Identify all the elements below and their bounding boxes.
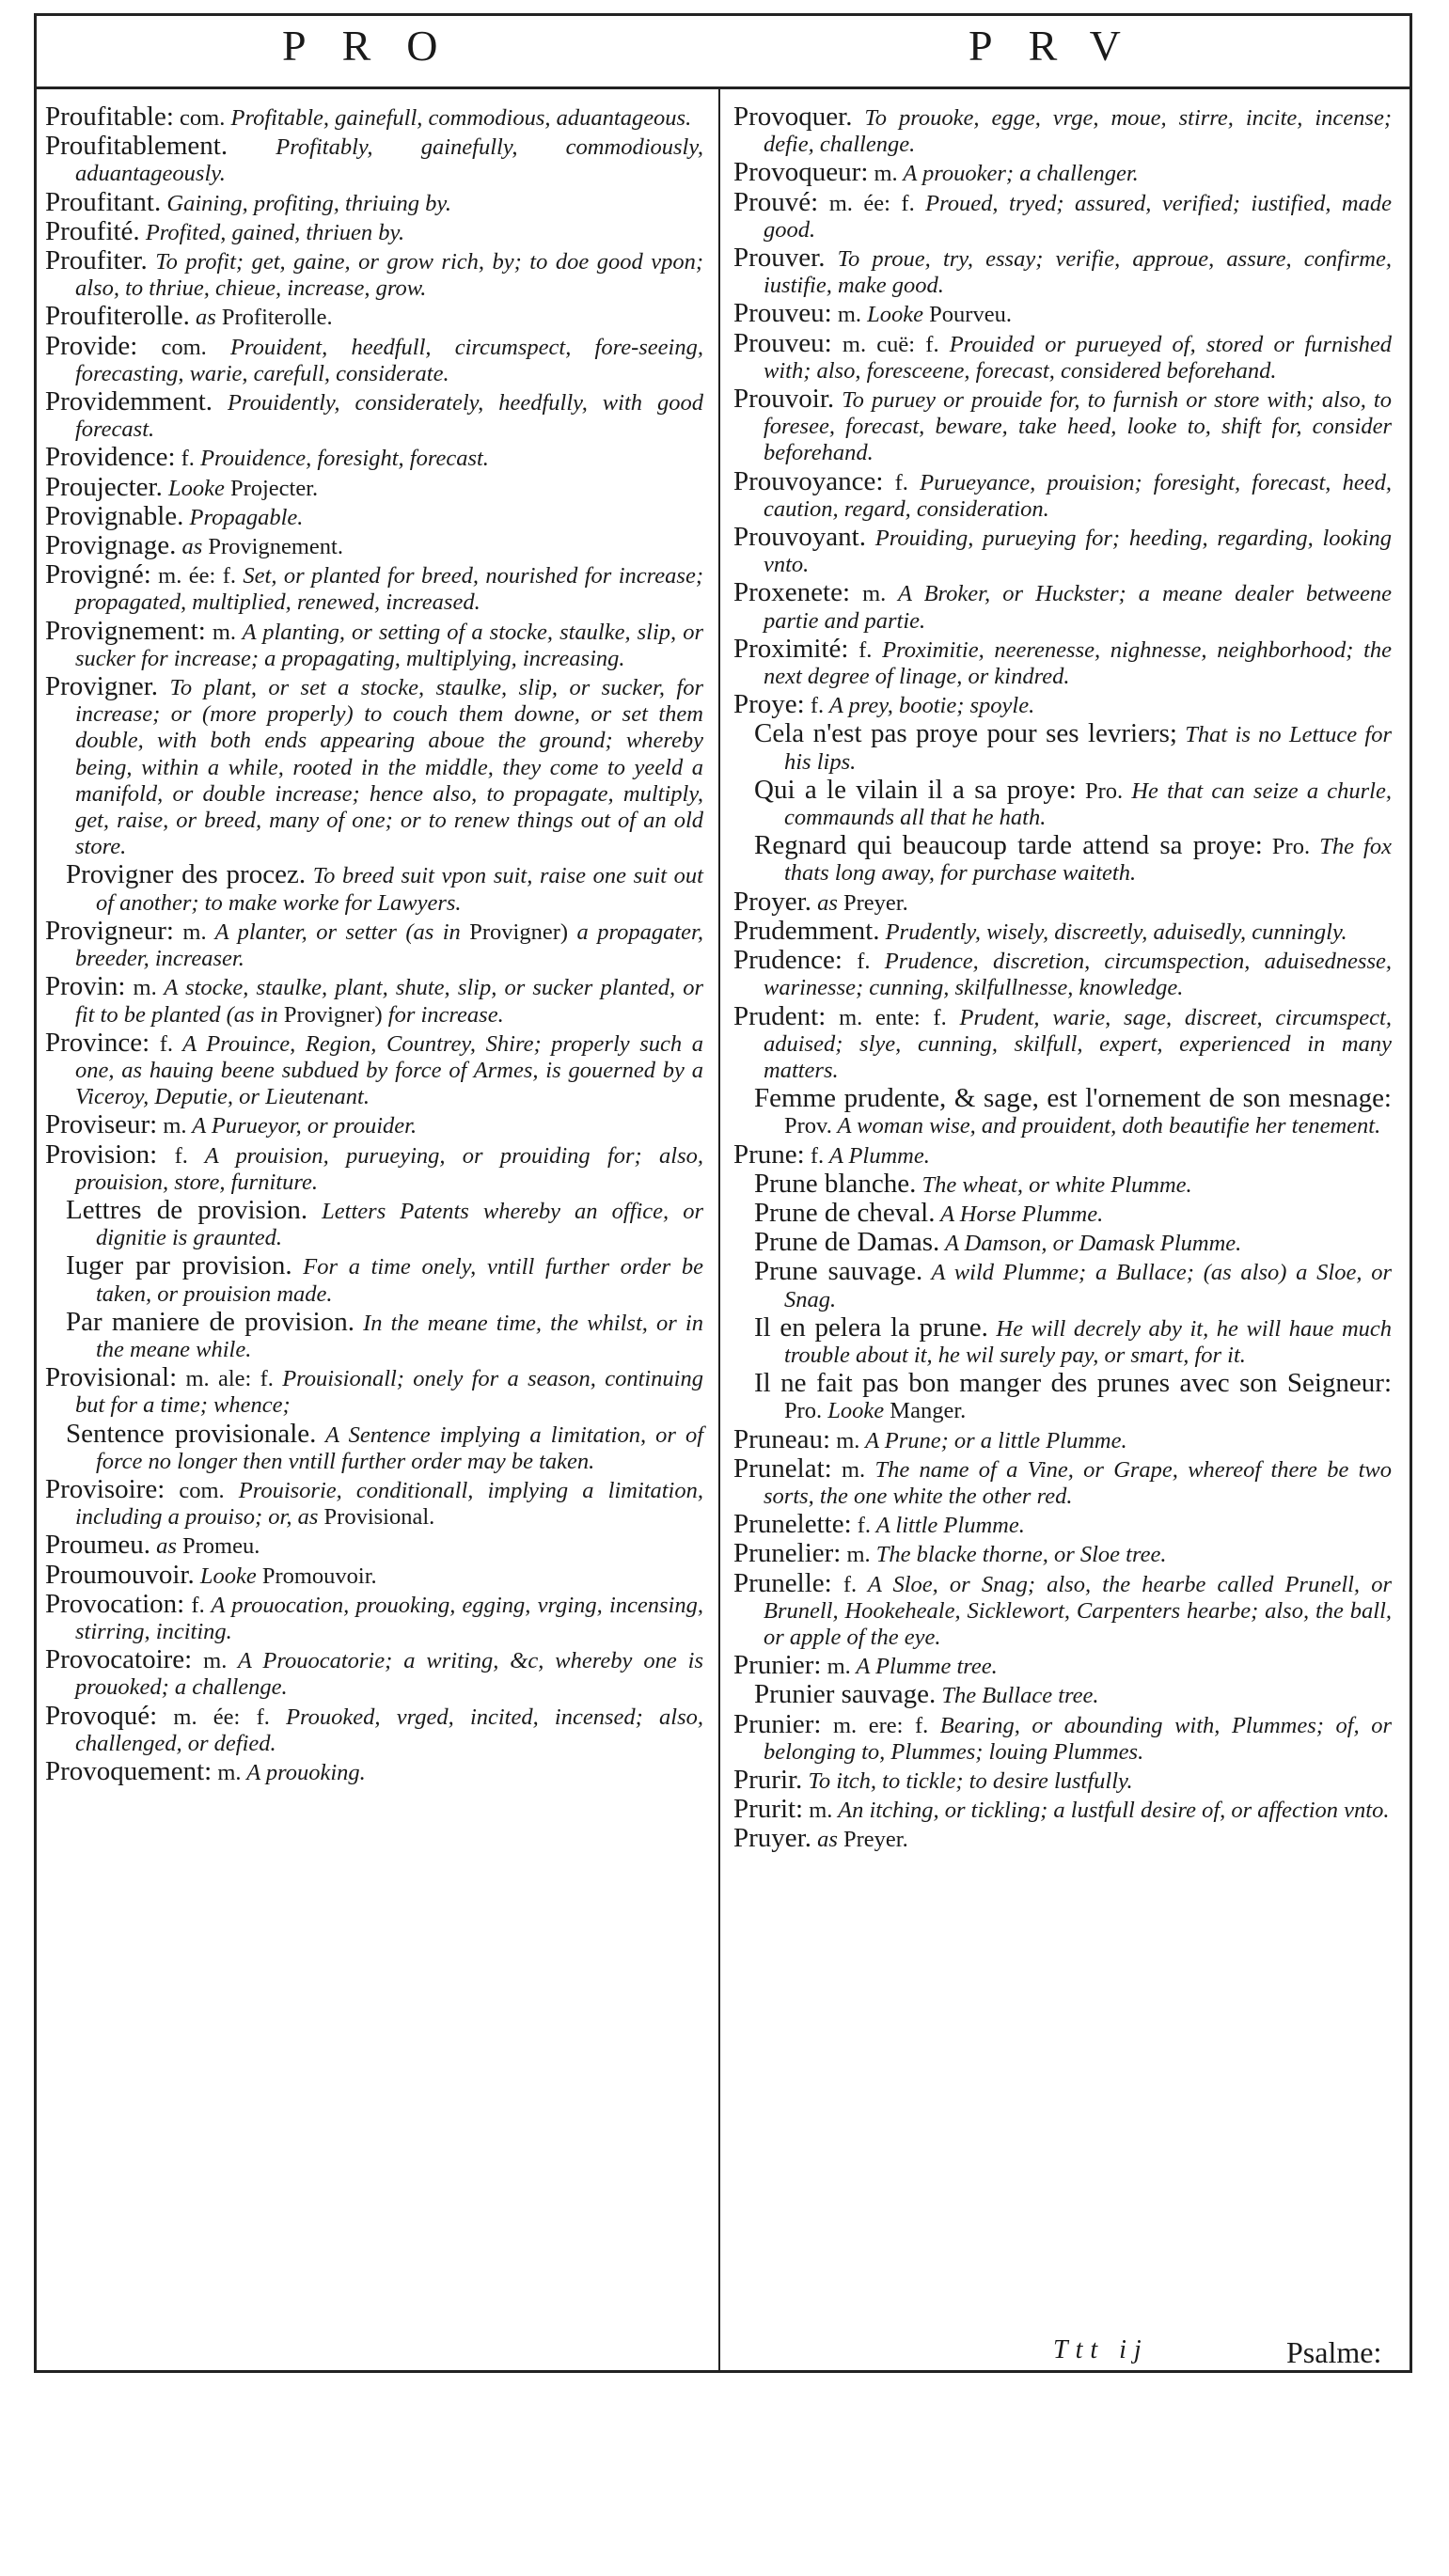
cross-reference: Provigner) (277, 1001, 383, 1028)
headword: Pruneau: (733, 1423, 831, 1454)
headword: Provignable. (45, 500, 184, 531)
headword: Proufitant. (45, 186, 162, 217)
dictionary-entry (733, 327, 1393, 385)
definition: To plant, or set a stocke, staulke, slip, or sucker, for increase; or (more properly) to couch them downe, or set them double, with both ends appearing aboue the ground; whereby being, within a while, rooted in the middle, they come to yeeld a manifold, or double increase; hence also, to propagate, multiply, get, raise, or breed, many of one; or to renew things out of an old store. (75, 675, 703, 860)
dictionary-entry (45, 1418, 704, 1475)
headword: Prune blanche. (754, 1168, 917, 1199)
headword: Prudemment. (733, 915, 880, 946)
headword: Prunelette: (733, 1509, 852, 1540)
definition-continued: for increase. (382, 1001, 504, 1028)
definition: Prouidently, considerately, heedfully, with good forecast. (75, 390, 703, 443)
cross-reference: Promouvoir. (256, 1563, 377, 1589)
dictionary-entry (45, 561, 703, 616)
dictionary-entry (733, 1796, 1392, 1824)
grammar-note: m. (803, 1798, 833, 1824)
grammar-note: m. (212, 1759, 242, 1785)
running-head-right: PRV (969, 22, 1157, 70)
headword: Il en pelera la prune. (754, 1312, 988, 1343)
dictionary-entry (733, 300, 1392, 328)
definition: Propagable. (183, 504, 304, 530)
cross-reference: Manger. (884, 1398, 967, 1424)
dictionary-entry (733, 1141, 1392, 1170)
definition: Looke (162, 475, 225, 501)
headword: Proumeu. (45, 1530, 150, 1561)
headword: Prurit: (733, 1794, 804, 1825)
definition: He that can seize a churle, commaunds all that he hath. (784, 778, 1392, 831)
grammar-note: m. (841, 1542, 871, 1568)
definition: A wild Plumme; a Bullace; (as also) a Sloe, or Snag. (784, 1260, 1393, 1312)
headword: Providemment. (45, 386, 213, 417)
grammar-note: m. ente: f. (826, 1004, 947, 1030)
headword: Provisional: (45, 1362, 178, 1393)
definition: Prudently, wisely, discreetly, aduisedly, cunningly. (879, 919, 1347, 945)
definition: A Plumme. (824, 1142, 930, 1169)
dictionary-entry (45, 861, 703, 916)
headword: Prudence: (733, 945, 843, 976)
headword: Proyer. (733, 886, 811, 917)
grammar-note: m. ale: f. (177, 1366, 274, 1392)
grammar-note: m. (205, 619, 237, 645)
headword: Par maniere de provision. (66, 1306, 354, 1337)
dictionary-entry (733, 633, 1392, 690)
definition: To breed suit vpon suit, raise one suit out of another; to make worke for Lawyers. (96, 863, 703, 916)
definition: To prouoke, egge, vrge, moue, stirre, incite, incense; defie, challenge. (764, 105, 1392, 158)
dictionary-entry (733, 1197, 1392, 1228)
grammar-note: f. (804, 1142, 825, 1169)
grammar-note: m. (831, 302, 862, 328)
headword: Prune de cheval. (754, 1197, 936, 1228)
definition: as (150, 1533, 177, 1560)
dictionary-entry (45, 500, 703, 531)
right-column (733, 103, 1392, 1855)
dictionary-entry (45, 915, 703, 972)
headword: Qui a le vilain il a sa proye: (754, 774, 1077, 805)
headword: Provoquement: (45, 1755, 213, 1786)
grammar-note: m. (850, 581, 887, 607)
headword: Prunier: (733, 1650, 822, 1681)
definition: Prouoked, vrged, incited, incensed; also, challenged, or defied. (75, 1704, 703, 1756)
headword: Prunelat: (733, 1453, 832, 1484)
dictionary-entry (45, 330, 703, 387)
dictionary-entry (733, 774, 1392, 831)
headword: Proviseur: (45, 1109, 158, 1140)
headword: Provin: (45, 971, 126, 1002)
dictionary-entry (45, 673, 703, 860)
definition: Prouidence, foresight, forecast. (194, 446, 489, 472)
dictionary-entry (45, 444, 703, 472)
dictionary-entry (45, 186, 703, 217)
dictionary-entry (733, 1085, 1392, 1139)
headword: Iuger par provision. (66, 1250, 292, 1281)
dictionary-entry (45, 215, 703, 246)
cross-reference: Preyer. (837, 889, 908, 916)
definition: The blacke thorne, or Sloe tree. (870, 1542, 1167, 1568)
dictionary-entry (45, 1588, 703, 1645)
dictionary-entry (733, 915, 1392, 946)
definition: The wheat, or white Plumme. (916, 1171, 1192, 1198)
cross-reference: Projecter. (224, 475, 319, 501)
definition: as (176, 534, 203, 560)
grammar-note: com. (165, 1477, 225, 1503)
headword: Provoqué: (45, 1700, 158, 1731)
headword: Prouvoyant. (733, 522, 866, 553)
cross-reference: Provisional. (318, 1504, 435, 1531)
definition: A Prune; or a little Plumme. (859, 1427, 1127, 1453)
headword: Prune sauvage. (754, 1256, 923, 1287)
headword: Proufitable: (45, 102, 174, 132)
definition: as (811, 1827, 838, 1853)
headword: Provigner. (45, 671, 159, 702)
headword: Provide: (45, 330, 138, 361)
dictionary-entry (733, 1825, 1392, 1853)
definition: Proued, tryed; assured, verified; iustified, made good. (764, 190, 1393, 243)
headword: Sentence provisionale. (66, 1418, 317, 1449)
dictionary-entry (45, 1700, 703, 1757)
dictionary-entry (733, 720, 1392, 775)
cross-reference: Provignement. (202, 534, 343, 560)
grammar-note: m. (125, 975, 157, 1001)
dictionary-entry (733, 888, 1392, 917)
dictionary-entry (45, 1646, 703, 1701)
dictionary-entry (45, 1141, 703, 1196)
headword: Proufiter. (45, 245, 148, 276)
definition: For a time onely, vntill further order be taken, or prouision made. (96, 1254, 703, 1307)
definition: Letters Patents whereby an office, or dignitie is graunted. (96, 1198, 703, 1251)
dictionary-entry (733, 1370, 1392, 1424)
headword: Proufiterolle. (45, 301, 190, 332)
dictionary-entry (733, 1455, 1392, 1510)
dictionary-entry (733, 1681, 1392, 1709)
header-rule (34, 86, 1412, 89)
grammar-note: f. (150, 1030, 174, 1057)
definition: In the meane time, the whilst, or in the meane while. (96, 1310, 703, 1362)
grammar-note: f. (804, 693, 825, 719)
dictionary-entry (733, 579, 1392, 634)
headword: Proumouvoir. (45, 1559, 195, 1590)
grammar-note: com. (137, 334, 207, 360)
signature-mark: Ttt ij (1053, 2335, 1149, 2364)
dictionary-entry (733, 103, 1392, 158)
headword: Provoquer. (733, 102, 853, 132)
dictionary-entry (45, 615, 704, 672)
definition: To profit; get, gaine, or grow rich, by; to doe good vpon; also, to thriue, chieue, increase, grow. (75, 249, 703, 302)
definition: A Sentence implying a limitation, or of force no longer then vntill further order may be taken. (96, 1422, 704, 1474)
grammar-note: m. (821, 1654, 851, 1680)
headword: Prunier sauvage. (754, 1679, 937, 1710)
definition: Looke (822, 1398, 885, 1424)
headword: Proxenete: (733, 577, 851, 608)
catchword: Psalme: (1286, 2335, 1382, 2369)
headword: Femme prudente, & sage, est l'ornement de son mesnage: (754, 1083, 1392, 1114)
grammar-note: m. ée: f. (157, 1704, 270, 1730)
headword: Prouveu: (733, 298, 832, 329)
headword: Regnard qui beaucoup tarde attend sa proye: (754, 830, 1263, 861)
headword: Prune: (733, 1139, 805, 1170)
headword: Prouvoyance: (733, 465, 884, 496)
definition: Set, or planted for breed, nourished for increase; propagated, multiplied, renewed, increased. (75, 563, 703, 616)
headword: Cela n'est pas proye pour ses levriers; (754, 718, 1177, 749)
grammar-note: f. (883, 469, 908, 495)
cross-reference: Promeu. (176, 1533, 260, 1560)
definition: That is no Lettuce for his lips. (784, 722, 1392, 775)
definition: A prouocation, prouoking, egging, vrging, incensing, stirring, inciting. (75, 1592, 703, 1644)
headword: Lettres de provision. (66, 1194, 308, 1225)
headword: Proufité. (45, 215, 140, 246)
dictionary-entry (733, 465, 1392, 523)
grammar-note: f. (848, 636, 873, 663)
running-head-left: PRO (282, 22, 474, 70)
dictionary-entry (733, 1170, 1392, 1199)
grammar-note: m. ere: f. (821, 1712, 929, 1738)
dictionary-entry (733, 186, 1393, 243)
definition: as (811, 889, 838, 916)
grammar-note: m. (173, 919, 207, 945)
dictionary-entry (45, 388, 703, 443)
definition: To itch, to tickle; to desire lustfully. (802, 1767, 1133, 1794)
headword: Prouveu: (733, 327, 832, 358)
definition-continued: a propagater, breeder, increaser. (75, 919, 703, 972)
definition: A planting, or setting of a stocke, staulke, slip, or sucker for increase; a propagating, multiplying, increasing. (75, 619, 704, 671)
grammar-note: m. cuë: f. (831, 331, 939, 357)
dictionary-entry (733, 1423, 1392, 1454)
headword: Provigner des procez. (66, 859, 307, 890)
dictionary-entry (733, 1764, 1392, 1795)
dictionary-entry (45, 303, 703, 331)
dictionary-entry (45, 1531, 703, 1560)
dictionary-entry (45, 973, 703, 1028)
dictionary-entry (45, 103, 703, 132)
grammar-note: m. (868, 161, 898, 187)
headword: Proye: (733, 689, 805, 720)
definition: Prudence, discretion, circumspection, aduisednesse, warinesse; cunning, skilfullnesse, knowledge. (764, 949, 1392, 1001)
grammar-note: com. (173, 105, 226, 131)
definition: A prey, bootie; spoyle. (824, 693, 1035, 719)
cross-reference: Pourveu. (923, 302, 1012, 328)
headword: Provoqueur: (733, 157, 869, 188)
grammar-note: m. (831, 1456, 866, 1483)
headword: Proujecter. (45, 471, 163, 502)
dictionary-entry (733, 1229, 1392, 1257)
dictionary-entry (733, 1652, 1392, 1680)
dictionary-entry (733, 832, 1392, 887)
definition: Gaining, profiting, thriuing by. (161, 190, 452, 216)
dictionary-entry (45, 471, 703, 502)
dictionary-entry (733, 385, 1392, 467)
headword: Provignement: (45, 615, 206, 646)
dictionary-entry (45, 1252, 703, 1307)
definition: A Horse Plumme. (935, 1201, 1104, 1227)
definition: An itching, or tickling; a lustfull desire of, or affection vnto. (832, 1798, 1390, 1824)
dictionary-entry (733, 1567, 1392, 1652)
definition: Proximitie, neerenesse, nighnesse, neighborhood; the next degree of linage, or kindred. (764, 636, 1392, 690)
grammar-note: m. (830, 1427, 860, 1453)
definition: A Damson, or Damask Plumme. (939, 1231, 1242, 1257)
dictionary-entry (45, 532, 703, 560)
definition: Prouisionall; onely for a season, continuing but for a time; whence; (75, 1366, 703, 1419)
cross-reference: Preyer. (837, 1827, 908, 1853)
dictionary-entry (733, 1708, 1393, 1766)
grammar-note: Pro. (1076, 778, 1124, 804)
grammar-note: f. (851, 1513, 872, 1539)
definition: Profitably, gainefully, commodiously, aduantageously. (75, 134, 703, 187)
headword: Prunier: (733, 1708, 822, 1739)
definition: A prouoker; a challenger. (897, 161, 1139, 187)
grammar-note: f. (831, 1571, 858, 1597)
headword: Prouvé: (733, 186, 819, 217)
definition: Prouiding, purueying for; heeding, regarding, looking vnto. (764, 526, 1392, 578)
grammar-note: f. (184, 1592, 205, 1618)
headword: Pruyer. (733, 1823, 811, 1854)
headword: Proufitablement. (45, 131, 228, 162)
headword: Prouver. (733, 243, 826, 274)
definition: A Purueyor, or prouider. (186, 1113, 417, 1139)
definition: To proue, try, essay; verifie, approue, assure, confirme, iustifie, make good. (764, 246, 1392, 299)
headword: Provision: (45, 1139, 158, 1170)
dictionary-entry (45, 247, 703, 302)
cross-reference: Profiterolle. (215, 305, 333, 331)
definition: A little Plumme. (871, 1513, 1025, 1539)
headword: Provigné: (45, 559, 151, 590)
definition: The Bullace tree. (936, 1683, 1099, 1709)
dictionary-entry (733, 244, 1392, 299)
definition: He will decrely aby it, he will haue much trouble about it, he wil surely pay, or smart, for it. (784, 1315, 1393, 1368)
cross-reference: Provigner) (460, 919, 569, 945)
grammar-note: f. (842, 949, 871, 975)
definition: A planter, or setter (as in (206, 919, 461, 945)
grammar-note: m. ée: f. (818, 190, 915, 216)
definition: Profited, gained, thriuen by. (139, 219, 405, 245)
dictionary-entry (733, 159, 1392, 187)
dictionary-entry (733, 1000, 1392, 1085)
definition: A Sloe, or Snag; also, the hearbe called Prunell, or Brunell, Hookeheale, Sicklewort, Carpenters hearbe; also, the ball, or apple of the eye. (764, 1571, 1392, 1650)
dictionary-entry (733, 1314, 1392, 1369)
definition: Looke (194, 1563, 257, 1589)
headword: Provigneur: (45, 915, 174, 946)
dictionary-entry (45, 1306, 703, 1363)
definition: Looke (861, 302, 924, 328)
grammar-note: m. ée: f. (150, 563, 237, 589)
headword: Prurir. (733, 1764, 803, 1795)
dictionary-entry (733, 1258, 1392, 1312)
definition: A stocke, staulke, plant, shute, slip, or sucker planted, or fit to be planted (as in (75, 975, 704, 1028)
definition: A woman wise, and prouident, doth beautifie her tenement. (831, 1113, 1381, 1139)
definition: A prouision, purueying, or prouiding for; also, prouision, store, furniture. (75, 1142, 703, 1195)
definition: Prouided or purueyed of, stored or furnished with; also, foresceene, forecast, considered beforehand. (764, 331, 1393, 384)
definition: A Broker, or Huckster; a meane dealer betweene partie and partie. (764, 581, 1392, 634)
dictionary-entry (45, 1111, 703, 1139)
headword: Prudent: (733, 1000, 827, 1031)
grammar-note: m. (192, 1648, 228, 1674)
left-column (45, 103, 703, 1787)
dictionary-entry (45, 1559, 703, 1590)
headword: Prunelier: (733, 1538, 842, 1569)
definition: A Prouince, Region, Countrey, Shire; properly such a one, as hauing beene subdued by force of Armes, is gouerned by a Viceroy, Deputie, or Lieutenant. (75, 1030, 703, 1110)
headword: Providence: (45, 442, 176, 473)
definition: Prouident, heedfull, circumspect, fore-seeing, forecasting, warie, carefull, considerate. (75, 334, 703, 386)
grammar-note: m. (157, 1113, 187, 1139)
headword: Il ne fait pas bon manger des prunes avec son Seigneur: (754, 1368, 1392, 1399)
grammar-note: Pro. (784, 1398, 823, 1424)
definition: as (189, 305, 216, 331)
headword: Proximité: (733, 633, 849, 664)
definition: Prouisorie, conditionall, implying a limitation, including a prouiso; or, as (75, 1477, 703, 1531)
dictionary-entry (733, 1540, 1392, 1568)
definition: The name of a Vine, or Grape, whereof there be two sorts, the one white the other red. (764, 1456, 1392, 1509)
dictionary-entry (45, 133, 703, 187)
headword: Province: (45, 1027, 150, 1058)
definition: A Prouocatorie; a writing, &c, whereby one is prouoked; a challenge. (75, 1648, 703, 1701)
grammar-note: f. (175, 446, 195, 472)
dictionary-entry (733, 524, 1392, 578)
definition: Purueyance, prouision; foresight, forecast, heed, caution, regard, consideration. (764, 469, 1392, 522)
dictionary-entry (45, 1364, 703, 1419)
definition: Bearing, or abounding with, Plummes; of, or belonging to, Plummes; louing Plummes. (764, 1712, 1393, 1765)
definition: A Plumme tree. (850, 1654, 998, 1680)
headword: Provignage. (45, 530, 177, 561)
headword: Provisoire: (45, 1473, 165, 1504)
definition: Prudent, warie, sage, discreet, circumspect, aduised; slye, cunning, skilfull, expert, experienced in many matters. (764, 1004, 1392, 1083)
headword: Provocatoire: (45, 1644, 193, 1675)
dictionary-entry (45, 1473, 703, 1531)
grammar-note: Pro. (1262, 834, 1311, 860)
headword: Prouvoir. (733, 384, 835, 415)
dictionary-entry (733, 947, 1392, 1001)
definition: Profitable, gainefull, commodious, aduantageous. (225, 105, 692, 131)
headword: Prunelle: (733, 1567, 832, 1598)
dictionary-entry (45, 1194, 703, 1251)
grammar-note: Prov. (784, 1113, 832, 1139)
headword: Prune de Damas. (754, 1227, 940, 1258)
definition: To puruey or prouide for, to furnish or store with; also, to foresee, forecast, beware, take heed, looke to, shift for, consider beforehand. (764, 387, 1392, 466)
column-divider (718, 88, 720, 2373)
definition: A prouoking. (241, 1759, 366, 1785)
headword: Provocation: (45, 1588, 185, 1619)
definition: The fox thats long away, for purchase waiteth. (784, 834, 1392, 887)
dictionary-entry (733, 1511, 1392, 1539)
dictionary-entry (45, 1029, 703, 1111)
dictionary-entry (45, 1755, 703, 1786)
grammar-note: f. (157, 1142, 188, 1169)
dictionary-entry (733, 691, 1392, 719)
